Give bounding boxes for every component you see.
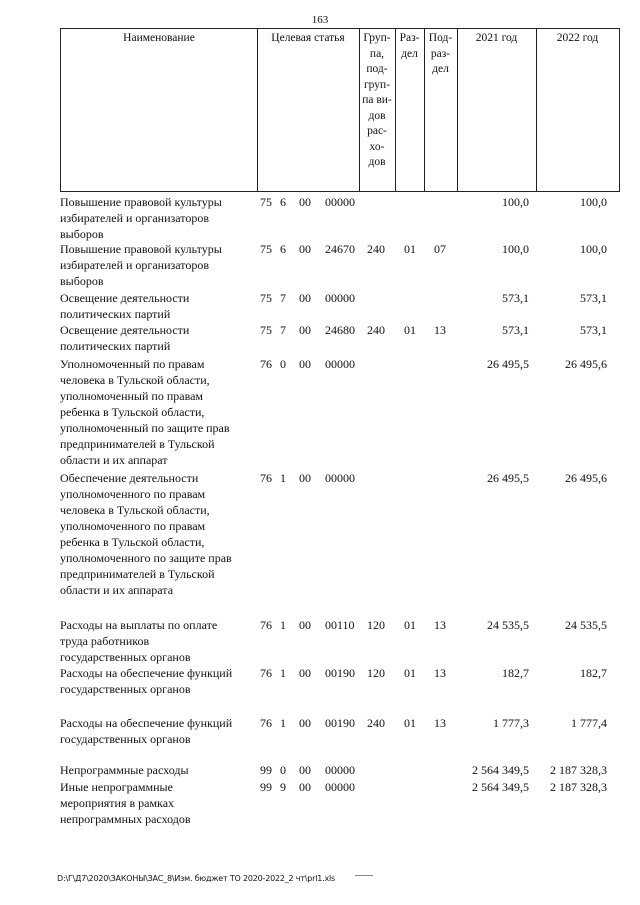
target-code-expense: 00000 — [325, 763, 355, 777]
row-name: Расходы на обеспечение функций государственных органов — [60, 666, 233, 696]
target-code-direction: 00 — [299, 357, 311, 371]
target-code-program: 75 — [260, 195, 272, 209]
subsection: 07 — [434, 242, 446, 256]
amount-2021: 2 564 349,5 — [472, 763, 529, 777]
header-group: Груп- па, под- груп- па ви- дов рас- хо- дов — [362, 32, 392, 168]
target-code-subprogram: 1 — [280, 618, 286, 632]
column-divider — [536, 29, 537, 191]
target-code-program: 76 — [260, 471, 272, 485]
target-code-program: 76 — [260, 716, 272, 730]
target-code-direction: 00 — [299, 763, 311, 777]
target-code-program: 76 — [260, 666, 272, 680]
amount-2022: 182,7 — [580, 666, 607, 680]
section: 01 — [404, 618, 416, 632]
subsection: 13 — [434, 666, 446, 680]
target-code-direction: 00 — [299, 242, 311, 256]
target-code-direction: 00 — [299, 291, 311, 305]
target-code-expense: 00110 — [325, 618, 355, 632]
target-code-expense: 24680 — [325, 323, 355, 337]
amount-2022: 2 187 328,3 — [550, 763, 607, 777]
amount-2021: 573,1 — [502, 323, 529, 337]
target-code-subprogram: 1 — [280, 471, 286, 485]
column-divider — [257, 29, 258, 191]
target-code-subprogram: 0 — [280, 357, 286, 371]
target-code-direction: 00 — [299, 323, 311, 337]
target-code-program: 75 — [260, 242, 272, 256]
header-section: Раз- дел — [399, 32, 420, 60]
target-code-expense: 24670 — [325, 242, 355, 256]
row-name: Непрограммные расходы — [60, 763, 189, 777]
amount-2022: 100,0 — [580, 242, 607, 256]
amount-2021: 24 535,5 — [487, 618, 529, 632]
amount-2021: 100,0 — [502, 195, 529, 209]
expense-group: 240 — [367, 716, 385, 730]
target-code-program: 99 — [260, 763, 272, 777]
row-name: Уполномоченный по правам человека в Тульской области, уполномоченный по правам ребенка в Тульской области, уполномоченный по защите прав предпринимателей в Тульской области и их аппарат — [60, 357, 230, 467]
section: 01 — [404, 716, 416, 730]
target-code-direction: 00 — [299, 195, 311, 209]
target-code-program: 76 — [260, 618, 272, 632]
target-code-subprogram: 0 — [280, 763, 286, 777]
target-code-subprogram: 1 — [280, 716, 286, 730]
expense-group: 240 — [367, 242, 385, 256]
amount-2022: 24 535,5 — [565, 618, 607, 632]
header-year-2021: 2021 год — [475, 32, 518, 44]
amount-2022: 100,0 — [580, 195, 607, 209]
table-header — [60, 28, 620, 192]
column-divider — [457, 29, 458, 191]
target-code-expense: 00190 — [325, 716, 355, 730]
target-code-direction: 00 — [299, 666, 311, 680]
header-name: Наименование — [123, 32, 195, 44]
target-code-direction: 00 — [299, 618, 311, 632]
subsection: 13 — [434, 618, 446, 632]
target-code-expense: 00000 — [325, 471, 355, 485]
amount-2021: 1 777,3 — [493, 716, 529, 730]
target-code-direction: 00 — [299, 780, 311, 794]
target-code-subprogram: 7 — [280, 323, 286, 337]
row-name: Освещение деятельности политических партий — [60, 323, 190, 353]
scan-mark — [355, 875, 373, 876]
target-code-subprogram: 6 — [280, 242, 286, 256]
row-name: Повышение правовой культуры избирателей и организаторов выборов — [60, 242, 222, 288]
subsection: 13 — [434, 323, 446, 337]
target-code-expense: 00190 — [325, 666, 355, 680]
amount-2021: 100,0 — [502, 242, 529, 256]
row-name: Иные непрограммные мероприятия в рамках непрограммных расходов — [60, 780, 191, 826]
row-name: Повышение правовой культуры избирателей и организаторов выборов — [60, 195, 222, 241]
subsection: 13 — [434, 716, 446, 730]
footer-file-path: D:\Г\Д7\2020\ЗАКОНЫ\ЗАС_8\Изм. бюджет ТО 2020-2022_2 чт\prl1.xls — [57, 874, 336, 883]
section: 01 — [404, 666, 416, 680]
page-number: 163 — [311, 14, 329, 26]
target-code-subprogram: 7 — [280, 291, 286, 305]
expense-group: 240 — [367, 323, 385, 337]
target-code-expense: 00000 — [325, 357, 355, 371]
header-subsection: Под- раз- дел — [428, 32, 453, 75]
amount-2022: 26 495,6 — [565, 357, 607, 371]
amount-2021: 573,1 — [502, 291, 529, 305]
amount-2021: 26 495,5 — [487, 471, 529, 485]
amount-2022: 573,1 — [580, 291, 607, 305]
row-name: Расходы на обеспечение функций государственных органов — [60, 716, 233, 746]
amount-2022: 573,1 — [580, 323, 607, 337]
amount-2021: 2 564 349,5 — [472, 780, 529, 794]
target-code-program: 75 — [260, 291, 272, 305]
amount-2022: 2 187 328,3 — [550, 780, 607, 794]
expense-group: 120 — [367, 666, 385, 680]
expense-group: 120 — [367, 618, 385, 632]
row-name: Освещение деятельности политических партий — [60, 291, 190, 321]
target-code-program: 76 — [260, 357, 272, 371]
row-name: Обеспечение деятельности уполномоченного по правам человека в Тульской области, уполномоченного по правам ребенка в Тульской области, уполномоченного по защите прав предпринимателей в Тульской области и их аппарата — [60, 471, 232, 597]
amount-2021: 182,7 — [502, 666, 529, 680]
amount-2022: 26 495,6 — [565, 471, 607, 485]
target-code-program: 99 — [260, 780, 272, 794]
amount-2022: 1 777,4 — [571, 716, 607, 730]
row-name: Расходы на выплаты по оплате труда работников государственных органов — [60, 618, 218, 664]
header-year-2022: 2022 год — [556, 32, 599, 44]
target-code-direction: 00 — [299, 471, 311, 485]
header-target-article: Целевая статья — [271, 32, 345, 44]
target-code-subprogram: 9 — [280, 780, 286, 794]
target-code-expense: 00000 — [325, 195, 355, 209]
target-code-subprogram: 1 — [280, 666, 286, 680]
target-code-program: 75 — [260, 323, 272, 337]
target-code-direction: 00 — [299, 716, 311, 730]
target-code-subprogram: 6 — [280, 195, 286, 209]
target-code-expense: 00000 — [325, 780, 355, 794]
target-code-expense: 00000 — [325, 291, 355, 305]
section: 01 — [404, 323, 416, 337]
section: 01 — [404, 242, 416, 256]
amount-2021: 26 495,5 — [487, 357, 529, 371]
